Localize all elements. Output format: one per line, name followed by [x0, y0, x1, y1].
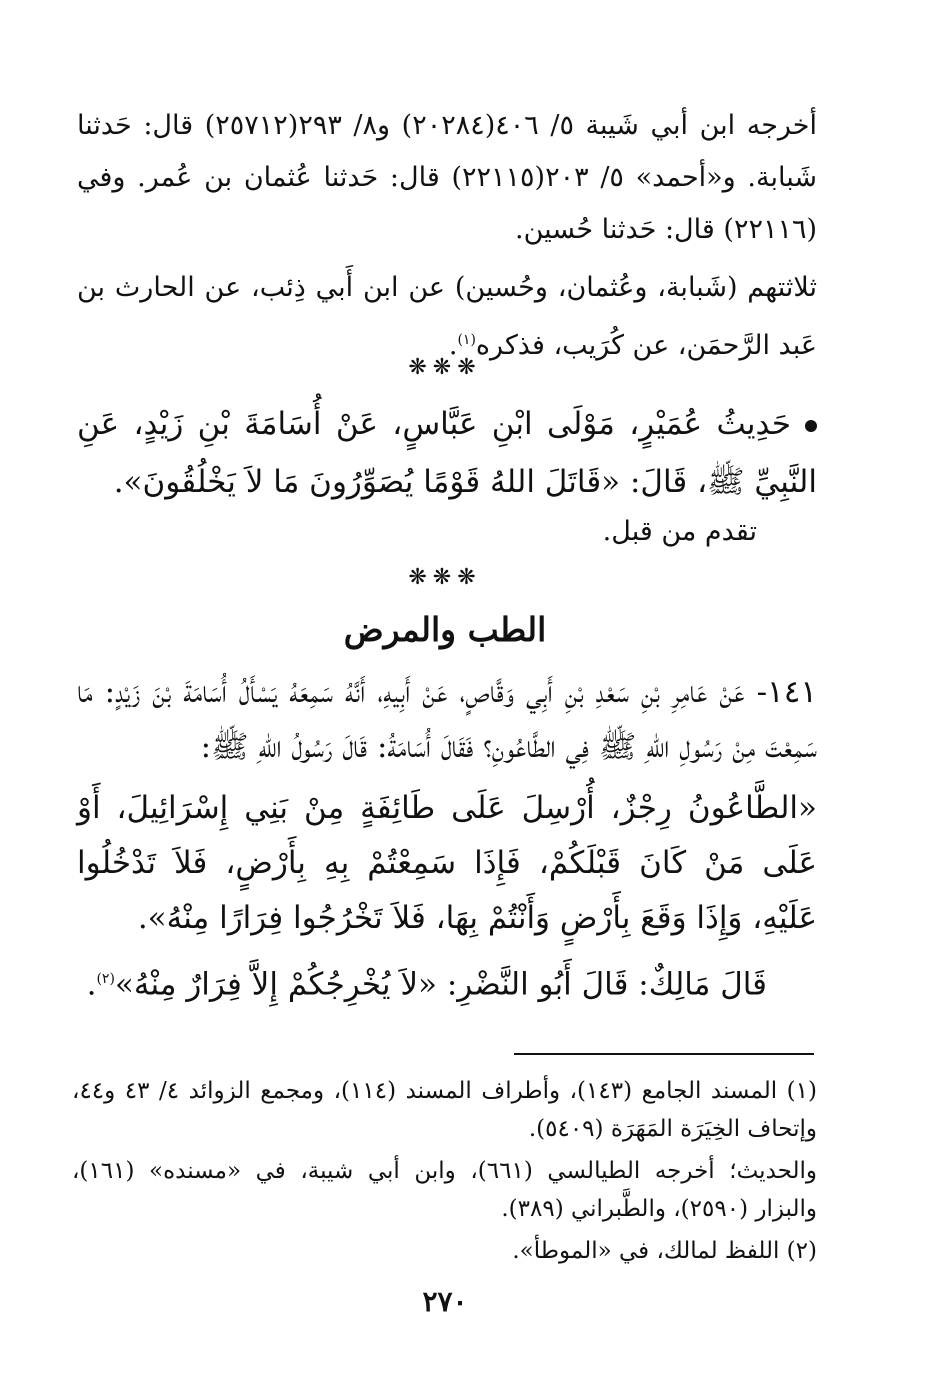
- hadith-umair-line: حَدِيثُ عُمَيْرٍ، مَوْلَى ابْنِ عَبَّاسٍ، عَنْ أُسَامَةَ بْنِ زَيْدٍ، عَنِ النَّبِيِّ ﷺ، قَالَ: «قَاتَلَ اللهُ قَوْمًا يُصَوِّرُونَ مَا لاَ يَخْلُقُونَ».: [77, 406, 817, 500]
- hadith-umair-text: [77, 395, 817, 511]
- footnote-1-continued: والحديث؛ أخرجه الطيالسي (٦٦١)، وابن أبي شيبة، في «مسنده» (١٦١)، والبزار (٢٥٩٠)، والطَّبراني (٣٨٩).: [72, 1158, 817, 1222]
- footnote-1: (١) المسند الجامع (١٤٣)، وأطراف المسند (١١٤)، ومجمع الزوائد ٤/ ٤٣ و٤٤، وإتحاف الخِيَرَة المَهَرَة (٥٤٠٩).: [72, 1078, 818, 1142]
- takhrij-paragraph-2-text: ثلاثتهم (شَبابة، وعُثمان، وحُسين) عن ابن أَبي ذِئب، عن الحارث بن عَبد الرَّحمَن، عن كُرَيب، فذكره: [77, 272, 817, 361]
- hadith-umair: [77, 395, 817, 511]
- footnote-ref-2: (٢): [96, 971, 115, 987]
- chapter-heading: الطب والمرض: [343, 610, 547, 649]
- footnote-2: (٢) اللفظ لمالك، في «الموطأ».: [512, 1238, 817, 1264]
- cross-reference-note: تقدم من قبل.: [602, 516, 757, 547]
- hadith-141: [77, 665, 817, 1018]
- takhrij-section: [77, 100, 817, 378]
- bullet-icon: [805, 420, 817, 432]
- hadith-141-malik-note: [77, 952, 817, 1012]
- page-number: ٢٧٠: [422, 1285, 468, 1318]
- hadith-141-matn: «الطَّاعُونُ رِجْزٌ، أُرْسِلَ عَلَى طَائِفَةٍ مِنْ بَنِي إِسْرَائِيلَ، أَوْ عَلَى مَنْ كَانَ قَبْلَكُمْ، فَإِذَا سَمِعْتُمْ بِهِ بِأَرْضٍ، فَلاَ تَدْخُلُوا عَلَيْهِ، وَإِذَا وَقَعَ بِأَرْضٍ وَأَنْتُمْ بِهَا، فَلاَ تَخْرُجُوا فِرَارًا مِنْهُ».: [77, 790, 817, 936]
- malik-note-text: قَالَ مَالِكٌ: قَالَ أَبُو النَّضْرِ: «لاَ يُخْرِجُكُمْ إِلاَّ فِرَارٌ مِنْهُ»: [114, 966, 767, 1003]
- period-2: .: [86, 966, 97, 1003]
- hadith-141-isnad: ١٤١- عَنْ عَامِرِ بْنِ سَعْدِ بْنِ أَبِي وَقَّاصٍ، عَنْ أَبِيهِ، أَنَّهُ سَمِعَهُ يَسْأَلُ أُسَامَةَ بْنَ زَيْدٍ: مَا سَمِعْتَ مِنْ رَسُولِ اللهِ ﷺ فِي الطَّاعُونِ؟ فَقَالَ أُسَامَةُ: قَالَ رَسُولُ اللهِ ﷺ:: [77, 674, 817, 765]
- footnote-separator: [514, 1053, 814, 1055]
- takhrij-paragraph-1: أخرجه ابن أبي شَيبة ٥/ ٤٠٦(٢٠٢٨٤) و٨/ ٢٩٣(٢٥٧١٢) قال: حَدثنا شَبابة. و«أحمد» ٥/ ٢٠٣(٢٢١١٥) قال: حَدثنا عُثمان بن عُمر. وفي (٢٢١١٦) قال: حَدثنا حُسين.: [77, 110, 817, 245]
- footnotes: [72, 1072, 817, 1274]
- section-divider-stars-2: ❋❋❋: [408, 565, 482, 590]
- period: .: [448, 330, 458, 361]
- section-divider-stars: ❋❋❋: [408, 355, 482, 380]
- footnote-ref-1: (١): [457, 332, 476, 348]
